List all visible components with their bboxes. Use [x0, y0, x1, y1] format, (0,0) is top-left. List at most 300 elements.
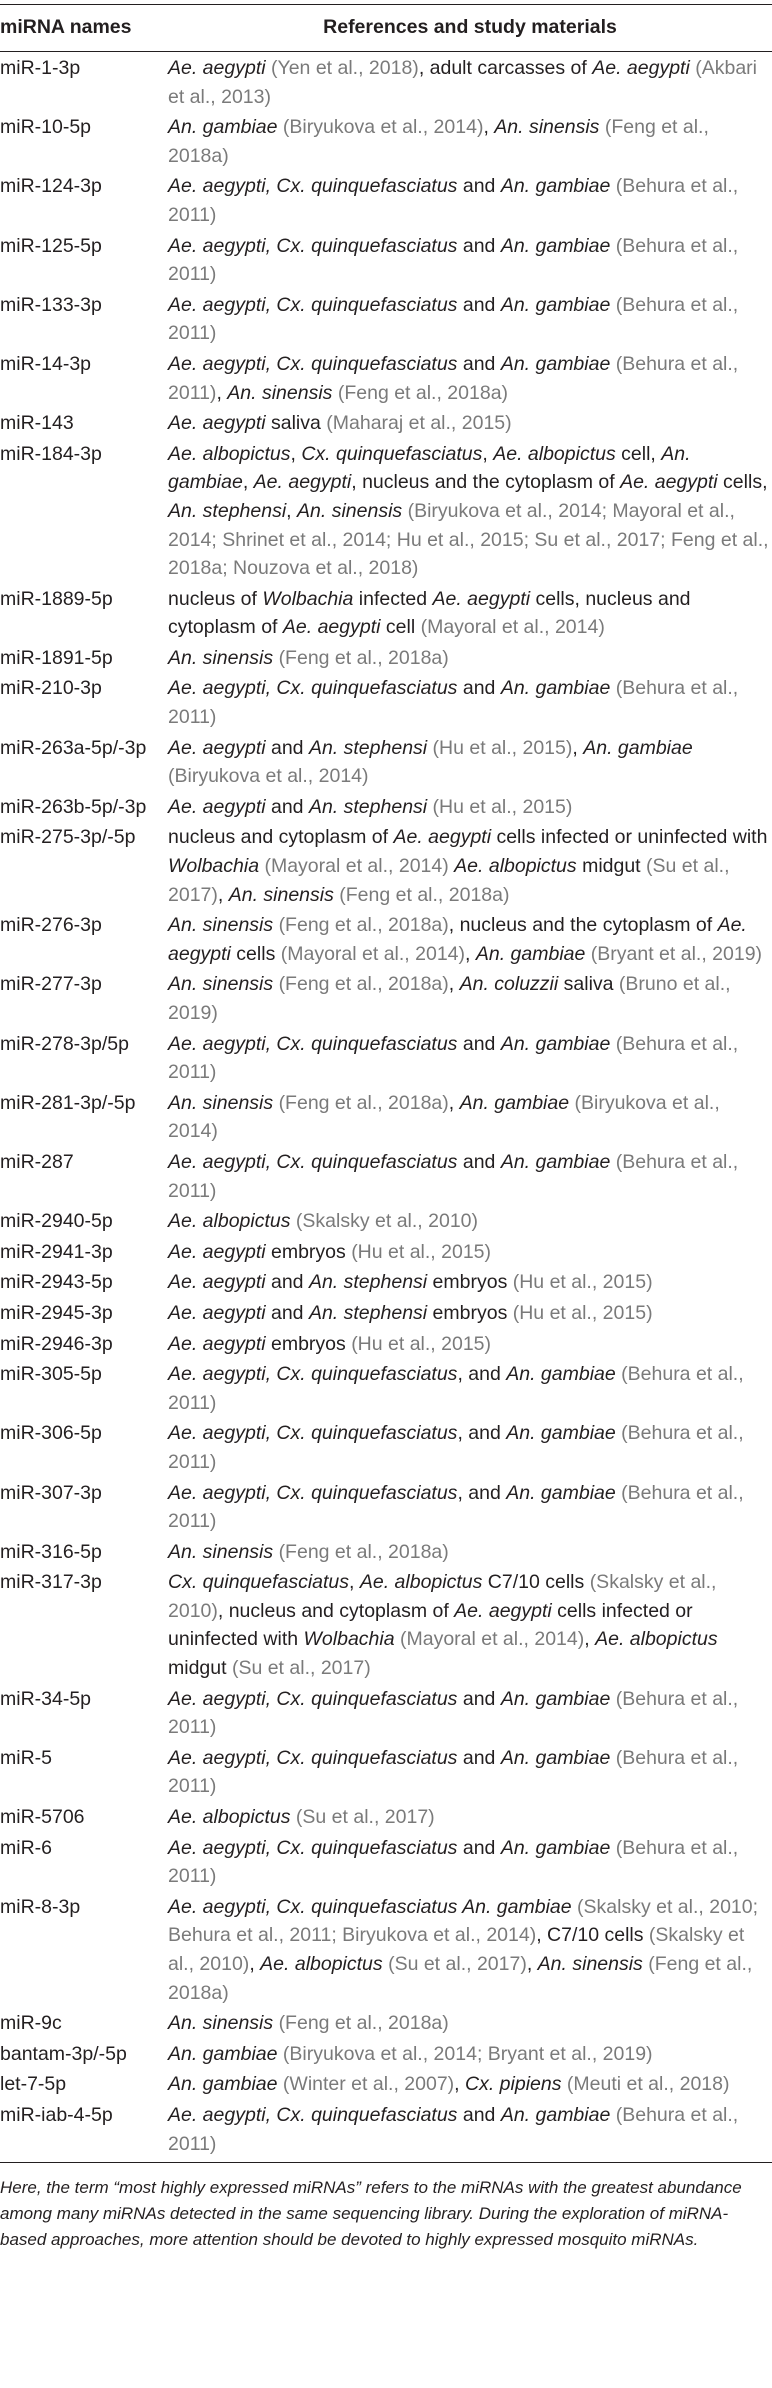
- cell-text: and: [457, 234, 501, 257]
- cell-text: , and: [457, 1422, 507, 1445]
- species-name: Ae. aegypti: [168, 736, 266, 759]
- species-name: Ae. aegypti, Cx. quinquefasciatus: [168, 2103, 458, 2126]
- references-cell: [168, 1891, 772, 2007]
- mirna-name-cell: miR-14-3p: [0, 352, 92, 375]
- species-name: An. sinensis: [537, 1953, 643, 1975]
- species-name: Ae. aegypti: [253, 471, 352, 494]
- species-name: Ae. albopictus: [168, 1806, 291, 1829]
- cell-text: , adult carcasses of: [418, 57, 593, 79]
- references-cell: [168, 1297, 772, 1328]
- species-name: Ae. aegypti: [168, 1271, 266, 1294]
- citation-link[interactable]: (Behura et al., 2011): [168, 1746, 739, 1798]
- mirna-name-cell: miR-34-5p: [0, 1687, 92, 1710]
- citation-link[interactable]: (Meuti et al., 2018): [566, 2073, 730, 2096]
- table-row: [0, 230, 772, 289]
- citation-link[interactable]: (Su et al., 2017): [388, 1953, 527, 1975]
- cell-text: saliva: [558, 973, 619, 996]
- species-name: Ae. aegypti, Cx. quinquefasciatus: [168, 1836, 458, 1859]
- species-name: Cx. quinquefasciatus: [301, 442, 483, 465]
- cell-text: and: [457, 1746, 501, 1769]
- cell-text: and: [265, 1301, 309, 1324]
- mirna-name-cell: miR-306-5p: [0, 1422, 102, 1445]
- cell-text: ,: [290, 442, 302, 465]
- species-name: An. sinensis: [297, 499, 403, 522]
- species-name: An. sinensis: [228, 883, 334, 906]
- species-name: Ae. aegypti, Cx. quinquefasciatus: [168, 677, 458, 700]
- table-row: [0, 2038, 772, 2069]
- species-name: An. gambiae: [500, 352, 611, 375]
- species-name: An. coluzzii: [459, 973, 559, 996]
- species-name: Cx. pipiens: [465, 2073, 562, 2096]
- species-name: Ae. aegypti: [168, 1301, 266, 1324]
- species-name: An. gambiae: [475, 942, 586, 965]
- citation-link[interactable]: (Behura et al., 2011): [168, 1687, 739, 1739]
- references-cell: [168, 438, 772, 583]
- citation-link[interactable]: (Winter et al., 2007): [282, 2073, 455, 2096]
- species-name: An. sinensis: [168, 1091, 274, 1114]
- cell-text: ,: [448, 1091, 460, 1114]
- mirna-name-cell: miR-1-3p: [0, 57, 81, 79]
- mirna-name-cell: miR-2941-3p: [0, 1240, 113, 1263]
- mirna-name-cell: miR-278-3p/5p: [0, 1032, 129, 1055]
- mirna-name-cell: miR-143: [0, 412, 74, 435]
- citation-link[interactable]: (Biryukova et al., 2014): [282, 116, 484, 139]
- cell-text: ,: [242, 471, 254, 494]
- species-name: An. gambiae: [500, 293, 611, 316]
- species-name: An. sinensis: [168, 1540, 274, 1563]
- table-row: [0, 2099, 772, 2163]
- citation-link[interactable]: (Skalsky et al., 2010): [168, 1924, 745, 1975]
- cell-text: embryos: [427, 1271, 513, 1294]
- citation-link[interactable]: (Hu et al., 2015): [432, 795, 573, 818]
- mirna-name-cell: miR-263a-5p/-3p: [0, 736, 147, 759]
- cell-text: nucleus of: [168, 587, 263, 610]
- cell-text: ,: [286, 499, 298, 522]
- table-row: [0, 732, 772, 791]
- citation-link[interactable]: (Biryukova et al., 2014): [168, 1091, 720, 1143]
- cell-text: , C7/10 cells: [536, 1924, 649, 1947]
- mirna-name-cell: miR-9c: [0, 2012, 62, 2035]
- table-row: [0, 1566, 772, 1682]
- citation-link[interactable]: (Biryukova et al., 2014; Bryant et al., 2019): [282, 2042, 653, 2065]
- species-name: Ae. aegypti, Cx. quinquefasciatus: [168, 293, 458, 316]
- table-row: [0, 1266, 772, 1297]
- species-name: Ae. aegypti, Cx. quinquefasciatus: [168, 1687, 458, 1710]
- citation-link[interactable]: (Hu et al., 2015): [351, 1240, 492, 1263]
- cell-text: , and: [457, 1363, 507, 1386]
- citation-link[interactable]: (Feng et al., 2018a): [278, 2012, 449, 2035]
- cell-text: ,: [483, 116, 495, 139]
- species-name: Ae. aegypti, Cx. quinquefasciatus: [168, 175, 458, 198]
- citation-link[interactable]: (Skalsky et al., 2010): [295, 1210, 479, 1233]
- citation-link[interactable]: (Feng et al., 2018a): [337, 381, 509, 404]
- citation-link[interactable]: (Feng et al., 2018a): [278, 1540, 449, 1563]
- table-row: [0, 348, 772, 407]
- mirna-name-cell: miR-287: [0, 1150, 74, 1173]
- cell-text: cells, nucleus and cytoplasm of: [168, 587, 691, 639]
- citation-link[interactable]: (Hu et al., 2015): [432, 736, 573, 759]
- species-name: An. stephensi: [308, 1301, 428, 1324]
- mirna-name-cell: miR-5706: [0, 1806, 85, 1829]
- species-name: Wolbachia: [168, 855, 260, 878]
- species-name: Wolbachia: [303, 1628, 395, 1651]
- table-row: [0, 407, 772, 438]
- cell-text: and: [457, 293, 501, 316]
- species-name: An. gambiae: [500, 1687, 611, 1710]
- species-name: An. sinensis: [168, 914, 274, 937]
- species-name: Ae. aegypti: [168, 1332, 266, 1355]
- citation-link[interactable]: (Feng et al., 2018a): [278, 1091, 449, 1114]
- cell-text: cell,: [615, 442, 662, 465]
- species-name: An. gambiae: [168, 2073, 278, 2096]
- cell-text: ,: [249, 1953, 261, 1975]
- cell-text: and: [457, 1032, 501, 1055]
- mirna-name-cell: miR-iab-4-5p: [0, 2099, 168, 2163]
- table-row: [0, 1146, 772, 1205]
- cell-text: embryos: [265, 1332, 352, 1355]
- species-name: Ae. aegypti: [620, 471, 718, 494]
- citation-link[interactable]: (Behura et al., 2011): [168, 1836, 739, 1888]
- references-cell: [168, 791, 772, 822]
- species-name: Ae. aegypti, Cx. quinquefasciatus: [168, 1481, 458, 1504]
- species-name: Ae. aegypti, Cx. quinquefasciatus: [168, 1032, 458, 1055]
- citation-link[interactable]: (Skalsky et al., 2010; Behura et al., 2011; Biryukova et al., 2014): [168, 1895, 759, 1947]
- references-cell: [168, 2007, 772, 2038]
- cell-text: and: [457, 352, 501, 375]
- species-name: Ae. aegypti: [592, 57, 690, 79]
- references-cell: [168, 2099, 772, 2163]
- table-row: [0, 672, 772, 731]
- references-cell: [168, 1236, 772, 1267]
- citation-link[interactable]: (Feng et al., 2018a): [168, 116, 709, 167]
- table-row: [0, 2007, 772, 2038]
- cell-text: infected: [353, 587, 433, 610]
- citation-link[interactable]: (Hu et al., 2015): [351, 1332, 492, 1355]
- species-name: An. sinensis: [227, 381, 333, 404]
- species-name: Ae. aegypti, Cx. quinquefasciatus: [168, 1363, 458, 1386]
- cell-text: and: [457, 1836, 501, 1859]
- species-name: An. gambiae: [500, 1746, 611, 1769]
- cell-text: ,: [349, 1571, 360, 1594]
- species-name: Ae. aegypti, Cx. quinquefasciatus: [168, 1422, 458, 1445]
- references-cell: [168, 821, 772, 909]
- species-name: Ae. albopictus: [359, 1571, 483, 1594]
- mirna-name-cell: miR-8-3p: [0, 1895, 81, 1918]
- species-name: Ae. aegypti, Cx. quinquefasciatus: [168, 352, 458, 375]
- table-row: [0, 1417, 772, 1476]
- cell-text: ,: [216, 381, 228, 404]
- citation-link[interactable]: (Feng et al., 2018a): [168, 1953, 753, 2004]
- species-name: Ae. albopictus: [260, 1953, 383, 1975]
- mirna-name-cell: miR-275-3p/-5p: [0, 826, 136, 849]
- citation-link[interactable]: (Bryant et al., 2019): [590, 942, 763, 965]
- references-cell: [168, 1087, 772, 1146]
- species-name: Ae. albopictus: [168, 1210, 291, 1233]
- species-name: Ae. aegypti: [168, 795, 266, 818]
- species-name: Ae. aegypti: [168, 914, 747, 965]
- cell-text: ,: [572, 736, 584, 759]
- mirna-name-cell: miR-124-3p: [0, 175, 102, 198]
- references-cell: [168, 2038, 772, 2069]
- species-name: An. gambiae: [500, 1032, 611, 1055]
- references-cell: [168, 1832, 772, 1891]
- table-row: [0, 1205, 772, 1236]
- species-name: Ae. aegypti: [282, 616, 381, 639]
- table-row: [0, 1358, 772, 1417]
- species-name: An. stephensi: [168, 499, 287, 522]
- mirna-name-cell: miR-2945-3p: [0, 1301, 113, 1324]
- mirna-name-cell: miR-2940-5p: [0, 1210, 113, 1233]
- species-name: An. gambiae: [500, 234, 611, 257]
- species-name: Ae. albopictus: [168, 442, 291, 465]
- citation-link[interactable]: (Feng et al., 2018a): [278, 646, 449, 669]
- references-cell: [168, 1358, 772, 1417]
- references-cell: [168, 732, 772, 791]
- mirna-name-cell: miR-277-3p: [0, 973, 102, 996]
- species-name: An. gambiae: [500, 2103, 611, 2126]
- citation-link[interactable]: (Skalsky et al., 2010): [168, 1571, 717, 1622]
- table-row: [0, 791, 772, 822]
- references-cell: [168, 2068, 772, 2099]
- cell-text: and: [457, 1687, 501, 1710]
- citation-link[interactable]: (Biryukova et al., 2014; Mayoral et al., 2014; Shrinet et al., 2014; Hu et al., 2015; Su et al., 2017; Feng et al., 2018a; Nouzova et al., 2018): [168, 499, 769, 580]
- references-cell: [168, 642, 772, 673]
- cell-text: ,: [454, 2073, 465, 2096]
- references-cell: [168, 672, 772, 731]
- mirna-table: [0, 4, 772, 2163]
- cell-text: ,: [448, 973, 460, 996]
- references-cell: [168, 170, 772, 229]
- mirna-name-cell: miR-5: [0, 1746, 52, 1769]
- table-body: [0, 52, 772, 2163]
- cell-text: and: [265, 736, 309, 759]
- citation-link[interactable]: (Behura et al., 2011): [168, 1481, 744, 1533]
- citation-link[interactable]: (Su et al., 2017): [231, 1657, 371, 1680]
- references-cell: [168, 909, 772, 968]
- mirna-name-cell: miR-317-3p: [0, 1571, 102, 1594]
- cell-text: ,: [217, 883, 229, 906]
- species-name: Ae. albopictus: [454, 855, 577, 878]
- cell-text: embryos: [265, 1240, 352, 1263]
- table-row: [0, 170, 772, 229]
- citation-link[interactable]: (Behura et al., 2011): [168, 677, 739, 729]
- species-name: Ae. albopictus: [493, 442, 616, 465]
- table-row: [0, 1297, 772, 1328]
- table-row: [0, 2068, 772, 2099]
- citation-link[interactable]: (Bruno et al., 2019): [168, 973, 731, 1024]
- species-name: An. gambiae: [506, 1422, 616, 1445]
- references-cell: [168, 230, 772, 289]
- references-cell: [168, 1683, 772, 1742]
- citation-link[interactable]: (Yen et al., 2018): [271, 57, 419, 79]
- species-name: An. gambiae: [459, 1091, 570, 1114]
- table-row: [0, 821, 772, 909]
- mirna-name-cell: miR-2946-3p: [0, 1332, 113, 1355]
- species-name: Ae. albopictus: [595, 1628, 718, 1651]
- mirna-name-cell: miR-316-5p: [0, 1540, 102, 1563]
- cell-text: cell: [380, 616, 421, 639]
- cell-text: midgut: [168, 1657, 232, 1680]
- species-name: An. sinensis: [168, 2012, 274, 2035]
- table-row: [0, 1087, 772, 1146]
- references-cell: [168, 111, 772, 170]
- species-name: Ae. aegypti, Cx. quinquefasciatus An. gambiae: [168, 1895, 572, 1918]
- citation-link[interactable]: (Maharaj et al., 2015): [326, 412, 512, 435]
- mirna-name-cell: miR-184-3p: [0, 442, 102, 465]
- references-cell: [168, 1477, 772, 1536]
- citation-link[interactable]: (Behura et al., 2011): [168, 1150, 739, 1202]
- table-footnote: Here, the term “most highly expressed miRNAs” refers to the miRNAs with the greatest abundance among many miRNAs detected in the same sequencing library. During the exploration of miRNA-based approaches, more attention should be devoted to highly expressed mosquito miRNAs.: [0, 2178, 742, 2250]
- species-name: An. gambiae: [506, 1363, 616, 1386]
- species-name: An. gambiae: [500, 175, 611, 198]
- table-row: [0, 1742, 772, 1801]
- citation-link[interactable]: (Su et al., 2017): [295, 1806, 435, 1829]
- species-name: Ae. aegypti: [454, 1599, 552, 1622]
- mirna-name-cell: miR-1891-5p: [0, 646, 113, 669]
- table-row: [0, 438, 772, 583]
- cell-text: cells infected or uninfected with: [491, 826, 768, 849]
- citation-link[interactable]: (Feng et al., 2018a): [339, 883, 510, 906]
- mirna-name-cell: bantam-3p/-5p: [0, 2042, 127, 2065]
- cell-text: and: [457, 175, 501, 198]
- citation-link[interactable]: (Behura et al., 2011): [168, 175, 739, 226]
- citation-link[interactable]: (Feng et al., 2018a): [278, 973, 449, 996]
- cell-text: nucleus and cytoplasm of: [168, 826, 394, 849]
- table-row: [0, 289, 772, 348]
- references-cell: [168, 1328, 772, 1359]
- citation-link[interactable]: (Behura et al., 2011): [168, 1032, 739, 1084]
- species-name: Ae. aegypti: [168, 1240, 266, 1263]
- citation-link[interactable]: (Behura et al., 2011): [168, 1422, 744, 1473]
- cell-text: saliva: [265, 412, 327, 435]
- citation-link[interactable]: (Mayoral et al., 2014): [420, 616, 605, 639]
- table-row: [0, 1832, 772, 1891]
- references-cell: [168, 1536, 772, 1567]
- species-name: An. gambiae: [583, 736, 693, 759]
- species-name: An. gambiae: [168, 116, 278, 139]
- mirna-name-cell: miR-210-3p: [0, 677, 102, 700]
- citation-link[interactable]: (Hu et al., 2015): [512, 1301, 653, 1324]
- table-row: [0, 1328, 772, 1359]
- table-header-row: [0, 5, 772, 52]
- citation-link[interactable]: (Behura et al., 2011): [168, 1363, 744, 1414]
- cell-text: , and: [457, 1481, 507, 1504]
- species-name: An. stephensi: [308, 795, 428, 818]
- references-cell: [168, 1801, 772, 1832]
- cell-text: embryos: [427, 1301, 513, 1324]
- species-name: An. gambiae: [500, 1150, 611, 1173]
- citation-link[interactable]: (Su et al., 2017): [168, 855, 730, 906]
- table-row: [0, 1683, 772, 1742]
- mirna-name-cell: miR-307-3p: [0, 1481, 102, 1504]
- table-row: [0, 968, 772, 1027]
- cell-text: , nucleus and cytoplasm of: [217, 1599, 455, 1622]
- cell-text: cells: [230, 942, 281, 965]
- species-name: Ae. aegypti, Cx. quinquefasciatus: [168, 1150, 458, 1173]
- mirna-name-cell: miR-276-3p: [0, 914, 102, 937]
- cell-text: cells infected or uninfected with: [168, 1599, 693, 1651]
- mirna-name-cell: miR-125-5p: [0, 234, 102, 257]
- cell-text: and: [265, 795, 309, 818]
- cell-text: C7/10 cells: [482, 1571, 590, 1594]
- citation-link[interactable]: (Mayoral et al., 2014): [264, 855, 449, 878]
- cell-text: and: [457, 1150, 501, 1173]
- mirna-name-cell: let-7-5p: [0, 2073, 67, 2096]
- citation-link[interactable]: (Mayoral et al., 2014): [280, 942, 466, 965]
- references-cell: [168, 1742, 772, 1801]
- cell-text: midgut: [576, 855, 647, 878]
- species-name: An. stephensi: [308, 736, 428, 759]
- references-cell: [168, 968, 772, 1027]
- species-name: Wolbachia: [262, 587, 354, 610]
- citation-link[interactable]: (Akbari et al., 2013): [168, 57, 758, 108]
- header-mirna-names: miRNA names: [0, 5, 168, 52]
- cell-text: , nucleus and the cytoplasm of: [351, 471, 621, 494]
- citation-link[interactable]: (Behura et al., 2011): [168, 2103, 739, 2155]
- table-row: [0, 111, 772, 170]
- table-row: [0, 52, 772, 112]
- species-name: An. gambiae: [168, 2042, 278, 2065]
- species-name: An. gambiae: [500, 677, 611, 700]
- table-row: [0, 642, 772, 673]
- cell-text: cells,: [717, 471, 768, 494]
- references-cell: [168, 1205, 772, 1236]
- species-name: Ae. aegypti, Cx. quinquefasciatus: [168, 234, 458, 257]
- species-name: An. gambiae: [168, 442, 691, 494]
- table-row: [0, 1477, 772, 1536]
- species-name: An. sinensis: [494, 116, 600, 139]
- species-name: An. gambiae: [506, 1481, 616, 1504]
- species-name: An. sinensis: [168, 646, 274, 669]
- table-row: [0, 1236, 772, 1267]
- references-cell: [168, 407, 772, 438]
- references-cell: [168, 289, 772, 348]
- references-cell: [168, 1146, 772, 1205]
- references-cell: [168, 348, 772, 407]
- cell-text: and: [265, 1271, 309, 1294]
- citation-link[interactable]: (Behura et al., 2011): [168, 293, 739, 345]
- cell-text: ,: [465, 942, 476, 965]
- mirna-name-cell: miR-305-5p: [0, 1363, 102, 1386]
- species-name: Ae. aegypti: [168, 412, 266, 435]
- citation-link[interactable]: (Feng et al., 2018a): [278, 914, 449, 937]
- citation-link[interactable]: (Behura et al., 2011): [168, 352, 739, 404]
- mirna-name-cell: miR-263b-5p/-3p: [0, 795, 147, 818]
- table-row: [0, 1891, 772, 2007]
- citation-link[interactable]: (Biryukova et al., 2014): [168, 765, 369, 788]
- species-name: An. stephensi: [308, 1271, 428, 1294]
- citation-link[interactable]: (Mayoral et al., 2014): [399, 1628, 585, 1651]
- references-cell: [168, 52, 772, 112]
- cell-text: and: [457, 2103, 501, 2126]
- references-cell: [168, 1566, 772, 1682]
- species-name: Ae. aegypti: [393, 826, 492, 849]
- table-row: [0, 909, 772, 968]
- citation-link[interactable]: (Behura et al., 2011): [168, 234, 739, 286]
- references-cell: [168, 1028, 772, 1087]
- references-cell: [168, 1266, 772, 1297]
- mirna-name-cell: miR-2943-5p: [0, 1271, 113, 1294]
- mirna-name-cell: miR-1889-5p: [0, 587, 113, 610]
- citation-link[interactable]: (Hu et al., 2015): [512, 1271, 653, 1294]
- cell-text: ,: [482, 442, 494, 465]
- species-name: Ae. aegypti: [168, 57, 266, 79]
- references-cell: [168, 583, 772, 642]
- mirna-name-cell: miR-281-3p/-5p: [0, 1091, 136, 1114]
- mirna-name-cell: miR-10-5p: [0, 116, 92, 139]
- cell-text: ,: [584, 1628, 596, 1651]
- table-row: [0, 583, 772, 642]
